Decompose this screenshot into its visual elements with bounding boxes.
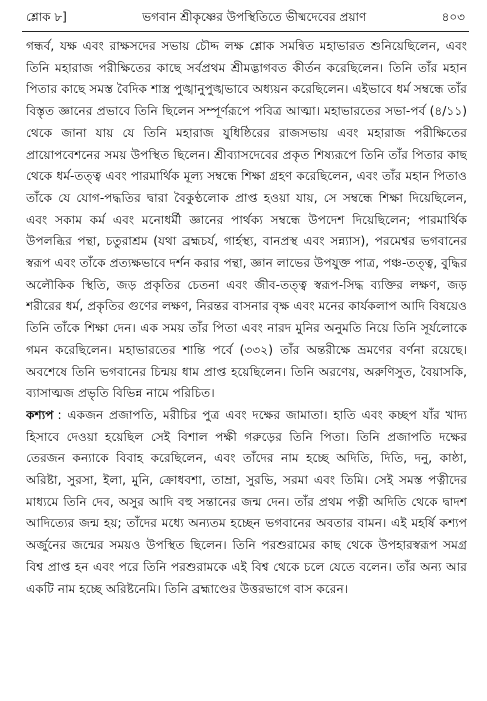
- verse-reference: শ্লোক ৮]: [26, 10, 67, 24]
- paragraph-text: : একজন প্রজাপতি, মরীচির পুত্র এবং দক্ষের জামাতা। হাতি এবং কচ্ছপ যাঁর খাদ্য হিসাবে দেওয়া হয়েছিল সেই বিশাল পক্ষী গরুড়ের তিনি পিতা। তিনি প্রজাপতি দক্ষের তেরজন কন্যাকে বিবাহ করেছিলেন, এবং তাঁদের নাম হচ্ছে অদিতি, দিতি, দনু, কাষ্ঠা, অরিষ্টা, সুরসা, ইলা, মুনি, ক্রোধবশা, তাম্রা, সুরভি, সরমা এবং তিমি। সেই সমস্ত পত্নীদের মাধ্যমে তিনি দেব, অসুর আদি বহু সন্তানের জন্ম দেন। তাঁর প্রথম পত্নী অদিতি থেকে দ্বাদশ আদিত্যের জন্ম হয়; তাঁদের মধ্যে অন্যতম হচ্ছেন ভগবানের অবতার বামন। এই মহর্ষি কশ্যপ অর্জুনের জন্মের সময়ও উপস্থিত ছিলেন। তিনি পরশুরামের কাছ থেকে উপহারস্বরূপ সমগ্র বিশ্ব প্রাপ্ত হন এবং পরে তিনি পরশুরামকে এই বিশ্ব থেকে চলে যেতে বলেন। তাঁর অন্য আর একটি নাম হচ্ছে অরিষ্টনেমি। তিনি ব্রহ্মাণ্ডের উত্তরভাগে বাস করেন।: [26, 407, 467, 596]
- paragraph-shukadeva: [26, 36, 467, 405]
- body-text: [26, 36, 467, 697]
- header-divider: [22, 31, 469, 32]
- paragraph-kashyapa: [26, 405, 467, 600]
- paragraph-text: গন্ধর্ব, যক্ষ এবং রাক্ষসদের সভায় চৌদ্দ লক্ষ শ্লোক সমন্বিত মহাভারত শুনিয়েছিলেন, এবং তিনি মহারাজ পরীক্ষিতের কাছে সর্বপ্রথম শ্রীমদ্ভাগবত কীর্তন করেছিলেন। তিনি তাঁর মহান পিতার কাছে সমস্ত বৈদিক শাস্ত্র পুঙ্খানুপুঙ্খভাবে অধ্যয়ন করেছিলেন। এইভাবে ধর্ম সম্বন্ধে তাঁর বিস্তৃত জ্ঞানের প্রভাবে তিনি ছিলেন সম্পূর্ণরূপে পবিত্র আত্মা। মহাভারতের সভা-পর্ব (৪/১১) থেকে জানা যায় যে তিনি মহারাজ যুধিষ্ঠিরের রাজসভায় এবং মহারাজ পরীক্ষিতের প্রায়োপবেশনের সময় উপস্থিত ছিলেন। শ্রীব্যাসদেবের প্রকৃত শিষ্যরূপে তিনি তাঁর পিতার কাছ থেকে ধর্ম-তত্ত্ব এবং পারমার্থিক মূল্য সম্বন্ধে শিক্ষা গ্রহণ করেছিলেন, এবং তাঁর মহান পিতাও তাঁকে যে যোগ-পদ্ধতির দ্বারা বৈকুণ্ঠলোক প্রাপ্ত হওয়া যায়, সে সম্বন্ধে শিক্ষা দিয়েছিলেন, এবং সকাম কর্ম এবং মনোধর্মী জ্ঞানের পার্থক্য সম্বন্ধে উপদেশ দিয়েছিলেন; পারমার্থিক উপলব্ধির পন্থা, চতুরাশ্রম (যথা ব্রহ্মচর্য, গার্হস্থ্য, বানপ্রস্থ এবং সন্ন্যাস), পরমেশ্বর ভগবানের স্বরূপ এবং তাঁকে প্রত্যক্ষভাবে দর্শন করার পন্থা, জ্ঞান লাভের উপযুক্ত পাত্র, পঞ্চ-তত্ত্ব, বুদ্ধির অলৌকিক স্থিতি, জড় প্রকৃতির চেতনা এবং জীব-তত্ত্ব স্বরূপ-সিদ্ধ ব্যক্তির লক্ষণ, জড় শরীরের ধর্ম, প্রকৃতির গুণের লক্ষণ, নিরন্তর বাসনার বৃক্ষ এবং মনের কার্যকলাপ আদি বিষয়েও তিনি তাঁকে শিক্ষা দেন। এক সময় তাঁর পিতা এবং নারদ মুনির অনুমতি নিয়ে তিনি সূর্যলোকে গমন করেছিলেন। মহাভারতের শান্তি পর্বে (৩৩২) তাঁর অন্তরীক্ষে ভ্রমণের বর্ণনা রয়েছে। অবশেষে তিনি ভগবানের চিন্ময় ধাম প্রাপ্ত হয়েছিলেন। তিনি অরণেয়, অরুণিসুত, বৈয়াসকি, ব্যাসাত্মজ প্রভৃতি বিভিন্ন নামে পরিচিত।: [26, 39, 467, 401]
- running-header: [26, 8, 465, 30]
- page-number: ৪০৩: [441, 10, 465, 24]
- glossary-term: কশ্যপ: [26, 407, 54, 422]
- chapter-title: ভগবান শ্রীকৃষ্ণের উপস্থিতিতে ভীষ্মদেবের প্রয়াণ: [142, 10, 367, 24]
